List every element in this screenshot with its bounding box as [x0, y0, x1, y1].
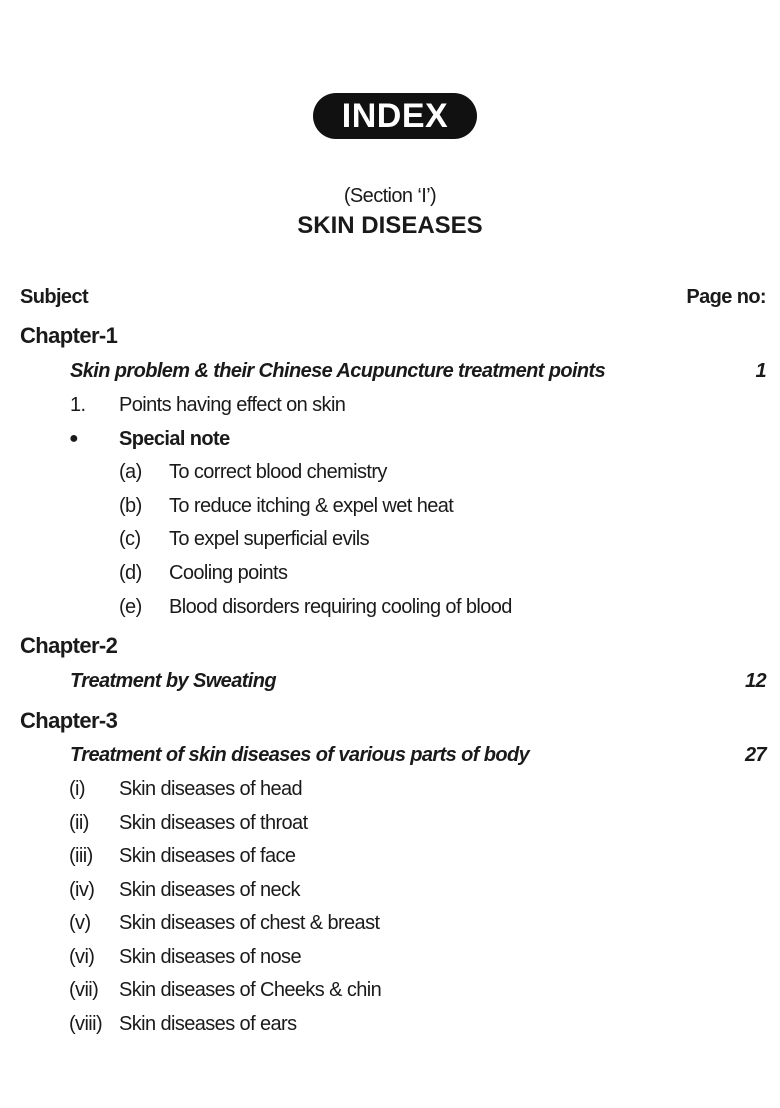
item-marker: (e)	[119, 595, 142, 618]
item-marker: (iii)	[69, 845, 93, 867]
item-marker: (c)	[119, 528, 141, 551]
list-item: Skin diseases of nose	[119, 945, 301, 968]
list-item: Points having effect on skin	[119, 394, 346, 416]
chapter-2-page: 12	[744, 670, 766, 692]
chapter-3-label: Chapter-3	[20, 708, 118, 733]
list-item: To expel superficial evils	[169, 528, 370, 551]
section-label: (Section ‘I’)	[343, 185, 437, 207]
page-no-header: Page no:	[686, 286, 766, 308]
list-item: Skin diseases of face	[119, 845, 296, 867]
item-marker: (a)	[119, 461, 142, 483]
chapter-1-label: Chapter-1	[20, 323, 118, 348]
list-item: Skin diseases of throat	[119, 811, 308, 834]
special-note-heading: Special note	[119, 428, 230, 450]
item-marker: 1.	[70, 394, 86, 416]
chapter-3-topic: Treatment of skin diseases of various parts of body	[70, 744, 530, 766]
chapter-1-topic: Skin problem & their Chinese Acupuncture treatment points	[70, 360, 606, 382]
list-item: Skin diseases of ears	[119, 1012, 297, 1035]
page-title: SKIN DISEASES	[297, 212, 483, 239]
subject-header: Subject	[20, 286, 89, 308]
list-item: To reduce itching & expel wet heat	[169, 494, 454, 517]
index-badge: INDEX	[313, 93, 477, 139]
item-marker: (ii)	[69, 811, 89, 834]
chapter-2-topic: Treatment by Sweating	[70, 670, 276, 692]
item-marker: (i)	[69, 778, 85, 800]
item-marker: (v)	[69, 912, 91, 934]
item-marker: (b)	[119, 494, 142, 517]
chapter-2-label: Chapter-2	[20, 633, 118, 658]
list-item: Skin diseases of Cheeks & chin	[119, 979, 382, 1001]
list-item: To correct blood chemistry	[169, 461, 387, 483]
list-item: Skin diseases of neck	[119, 878, 300, 901]
item-marker: (vi)	[69, 945, 95, 968]
list-item: Skin diseases of chest & breast	[119, 912, 380, 934]
item-marker: (iv)	[69, 878, 95, 901]
list-item: Blood disorders requiring cooling of blood	[169, 595, 512, 618]
list-item: Skin diseases of head	[119, 778, 303, 800]
chapter-3-page: 27	[744, 744, 766, 766]
item-marker: (viii)	[69, 1012, 103, 1035]
bullet-icon: ●	[69, 430, 79, 447]
item-marker: (vii)	[69, 979, 99, 1001]
chapter-1-page: 1	[755, 360, 766, 382]
item-marker: (d)	[119, 562, 142, 585]
list-item: Cooling points	[169, 562, 288, 585]
